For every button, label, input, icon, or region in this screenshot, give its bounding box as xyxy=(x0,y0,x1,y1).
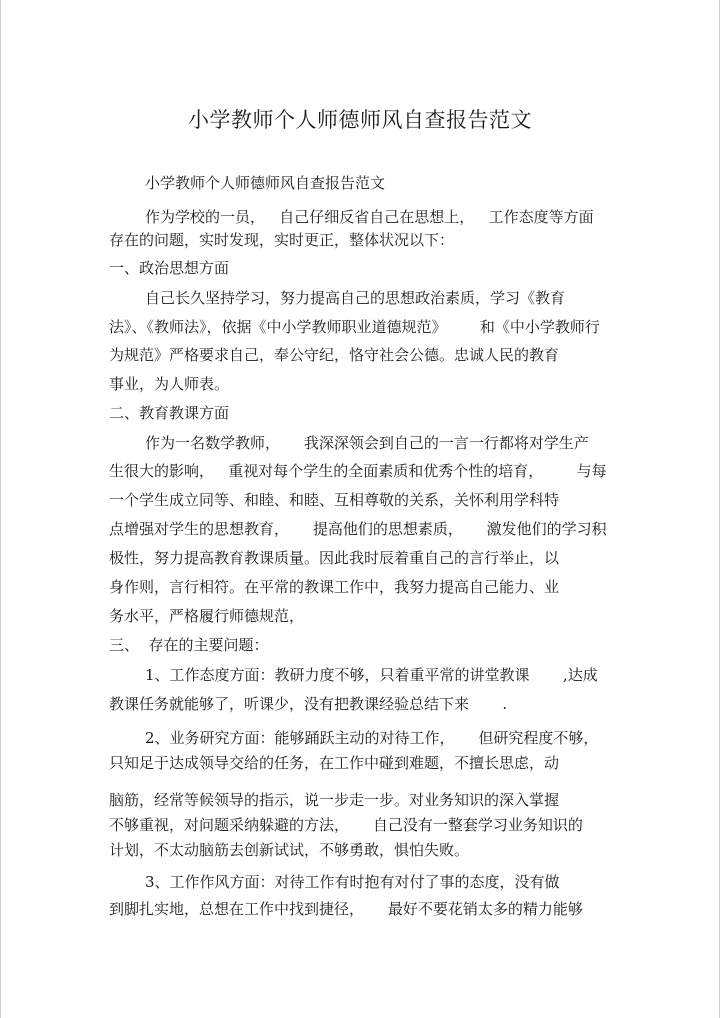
body-line: 极性，努力提高教育教课质量。因此我时辰着重自己的言行举止，以 xyxy=(109,549,560,567)
body-line: 到脚扎实地，总想在工作中找到捷径， 最好不要花销太多的精力能够 xyxy=(109,900,583,918)
body-line: 为规范》严格要求自己，奉公守纪，恪守社会公德。忠诚人民的教育 xyxy=(109,346,560,364)
body-line: 2、业务研究方面：能够踊跃主动的对待工作， 但研究程度不够， xyxy=(145,729,599,747)
section-heading: 三、 存在的主要问题： xyxy=(109,636,269,654)
body-line: 小学教师个人师德师风自查报告范文 xyxy=(145,174,386,192)
body-line: 一个学生成立同等、和睦、和睦、互相尊敬的关系，关怀利用学科特 xyxy=(109,491,560,509)
body-line: 脑筋，经常等候领导的指示，说一步走一步。对业务知识的深入掌握 xyxy=(109,791,560,809)
body-line: 作为一名数学教师， 我深深领会到自己的一言一行都将对学生产 xyxy=(145,434,589,452)
body-line: 3、工作作风方面：对待工作有时抱有对付了事的态度，没有做 xyxy=(145,873,560,891)
body-line: 不够重视，对问题采纳躲避的方法， 自己没有一整套学习业务知识的 xyxy=(109,816,583,834)
body-line: 作为学校的一员， 自己仔细反省自己在思想上， 工作态度等方面 xyxy=(145,208,594,226)
body-line: 点增强对学生的思想教育， 提高他们的思想素质， 激发他们的学习积 xyxy=(109,520,607,538)
body-line: 生很大的影响， 重视对每个学生的全面素质和优秀个性的培育， 与每 xyxy=(109,462,607,480)
body-line: 存在的问题，实时发现，实时更正，整体状况以下： xyxy=(109,231,455,249)
document-title: 小学教师个人师德师风自查报告范文 xyxy=(188,108,532,132)
body-line: 教课任务就能够了，听课少，没有把教课经验总结下来 . xyxy=(109,695,508,713)
body-line: 计划，不太动脑筋去创新试试，不够勇敢，惧怕失败。 xyxy=(109,841,470,859)
body-line: 务水平，严格履行师德规范， xyxy=(109,607,305,625)
body-line: 自己长久坚持学习，努力提高自己的思想政治素质，学习《教育 xyxy=(145,289,566,307)
body-line: 法》、《教师法》，依据《中小学教师职业道德规范》 和《中小学教师行 xyxy=(109,318,600,336)
body-line: 身作则，言行相符。在平常的教课工作中，我努力提高自己能力、业 xyxy=(109,578,560,596)
section-heading: 二、教育教课方面 xyxy=(109,404,230,422)
body-line: 只知足于达成领导交给的任务，在工作中碰到难题，不擅长思虑，动 xyxy=(109,754,560,772)
section-heading: 一、政治思想方面 xyxy=(109,259,230,277)
body-line: 1、工作态度方面：教研力度不够，只着重平常的讲堂教课 ,达成 xyxy=(145,666,598,684)
body-line: 事业，为人师表。 xyxy=(109,375,230,393)
